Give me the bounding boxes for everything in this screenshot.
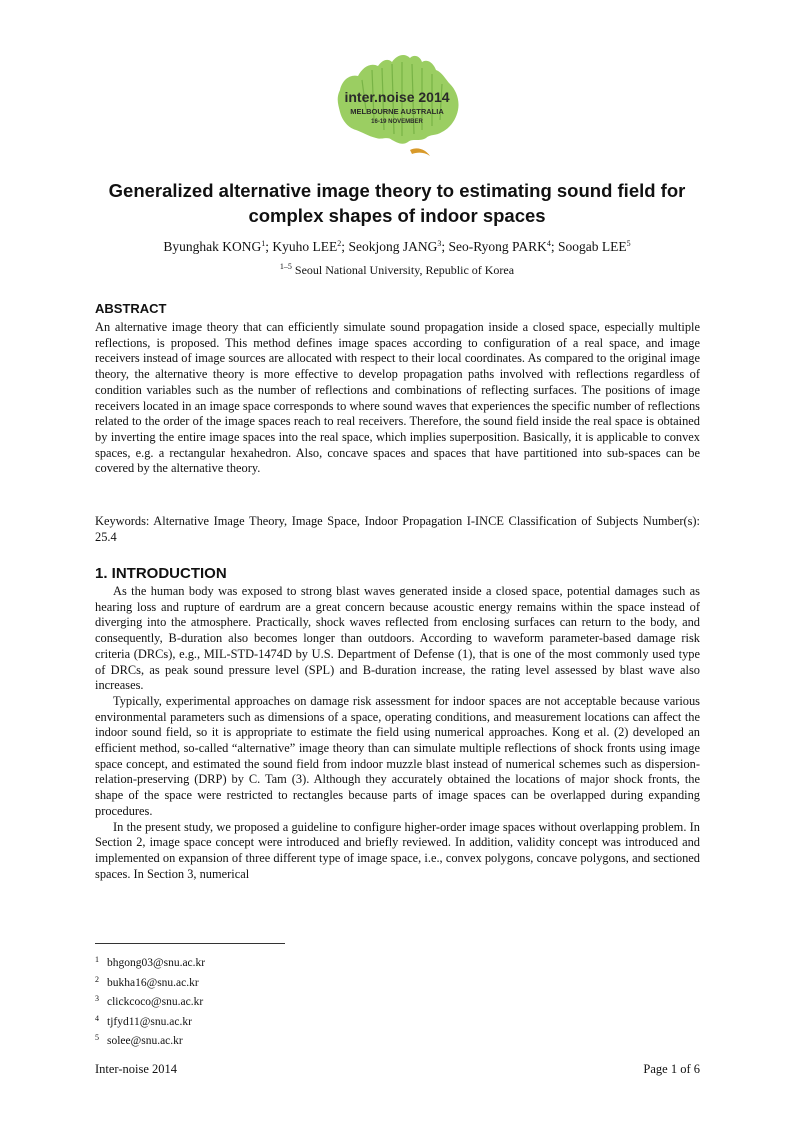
footnote	[95, 972, 205, 992]
author-separator: ;	[550, 239, 558, 254]
footnote-email: tjfyd11@snu.ac.kr	[107, 1015, 192, 1028]
title-line-2: complex shapes of indoor spaces	[248, 205, 546, 226]
footer-conference: Inter-noise 2014	[95, 1062, 178, 1076]
author-name: Seokjong JANG	[348, 239, 438, 254]
author-superscript: 3	[437, 239, 442, 248]
keywords: Keywords: Alternative Image Theory, Image Space, Indoor Propagation I-INCE Classification of Subjects Number(s): 25.4	[95, 514, 700, 544]
footnote-number: 4	[95, 1013, 99, 1023]
footnote-number: 1	[95, 955, 99, 964]
author-name: Byunghak KONG	[163, 239, 262, 254]
logo-line-1: inter.noise 2014	[344, 89, 450, 105]
author-name: Seo-Ryong PARK	[448, 239, 547, 254]
abstract-heading: ABSTRACT	[95, 301, 167, 316]
logo-line-2: MELBOURNE AUSTRALIA	[350, 107, 444, 116]
footnote-email: clickcoco@snu.ac.kr	[107, 996, 204, 1009]
author-superscript: 2	[337, 239, 342, 248]
boomerang-icon	[410, 148, 430, 156]
abstract-text: An alternative image theory that can efficiently simulate sound propagation inside a closed space, especially multiple reflections, is proposed. This method defines image spaces according to configuration of a real space, and image receivers instead of image sources are allocated with respect to their local coordinates. As compared to the original image theory, the alternative theory is more effective to develop propagation paths involved with reflections regardless of condition variables such as the number of reflections and combinations of reflecting surfaces. The positions of image receivers located in an image space corresponds to where sound waves that experiences the specific number of reflections related to the order of the image spaces reach to real receivers. Therefore, the sound field inside the real space is obtained by inverting the entire image spaces into the real space, which implies superposition. Basically, it is applicable to convex spaces, e.g. a rectangular hexahedron. Also, concave spaces and spaces that have partitioned into sub-spaces can be covered by the alternative theory.	[95, 320, 700, 476]
author-separator: ;	[341, 239, 349, 254]
author-list	[60, 239, 734, 255]
title-line-1: Generalized alternative image theory to estimating sound field for	[108, 180, 686, 201]
footnotes	[95, 952, 205, 1050]
inter-noise-2014-logo	[322, 50, 472, 162]
footnote-email: bukha16@snu.ac.kr	[107, 976, 199, 989]
author-superscript: 1	[261, 239, 266, 248]
section-heading-introduction: 1. INTRODUCTION	[95, 565, 227, 582]
affiliation-text: Seoul National University, Republic of Korea	[294, 263, 515, 277]
footnote	[95, 1030, 205, 1050]
author-separator: ;	[265, 239, 273, 254]
intro-paragraph: As the human body was exposed to strong blast waves generated inside a closed space, potential damages such as hearing loss and rupture of eardrum are a great concern because acoustic energy remains within the space instead of diverging into the atmosphere. Practically, shock waves reflected from enclosing surfaces can return to the body, and consequently, B-duration also becomes longer than outdoors. According to waveform parameter-based damage risk criteria (DRCs), e.g., MIL-STD-1474D by U.S. Department of Defense (1), that is one of the most commonly used type of DRCs, as peak sound pressure level (SPL) and B-duration increase, the rating level assessed by blast wave also increases.	[95, 584, 700, 693]
introduction-body	[95, 584, 700, 882]
footnote-number: 2	[95, 974, 99, 984]
paper-title	[60, 178, 734, 228]
author-superscript: 5	[626, 239, 631, 248]
footnote-divider	[95, 943, 285, 944]
footnote-number: 3	[95, 994, 99, 1004]
author-separator: ;	[441, 239, 449, 254]
footnote-number: 5	[95, 1033, 99, 1043]
author-name: Kyuho LEE	[272, 239, 338, 254]
footer-page-number: Page 1 of 6	[643, 1062, 700, 1076]
affiliation-superscript: 1–5	[279, 262, 292, 271]
footnote-email: solee@snu.ac.kr	[107, 1035, 183, 1048]
author-name: Soogab LEE	[557, 239, 627, 254]
footnote	[95, 991, 205, 1011]
logo-line-3: 16-19 NOVEMBER	[371, 119, 423, 125]
affiliation	[60, 263, 734, 278]
footnote	[95, 952, 205, 972]
intro-paragraph: In the present study, we proposed a guideline to configure higher-order image spaces without overlapping problem. In Section 2, image space concept were introduced and briefly reviewed. In addition, validity concept was introduced and implemented on expansion of three different type of image space, i.e., convex polygons, concave polygons, and sectioned spaces. In Section 3, numerical	[95, 819, 700, 881]
author-superscript: 4	[546, 239, 551, 248]
footnote	[95, 1011, 205, 1031]
footnote-email: bhgong03@snu.ac.kr	[107, 957, 206, 969]
intro-paragraph: Typically, experimental approaches on damage risk assessment for indoor spaces are not acceptable because various environmental parameters such as dimensions of a space, operating conditions, and measurement locations can affect the indoor sound field, so it is appropriate to estimate the field using numerical approaches. Kong et al. (2) developed an efficient method, so-called “alternative” image theory than can simulate multiple reflections of shock fronts using image space concept, and estimated the sound field from indoor muzzle blast instead of numerical schemes such as dispersion-relation-preserving (DRP) by C. Tam (3). Although they accurately obtained the locations of major shock fronts, the shape of the space were restricted to rectangles because parts of image spaces can be overlapped during expanding procedures.	[95, 693, 700, 818]
